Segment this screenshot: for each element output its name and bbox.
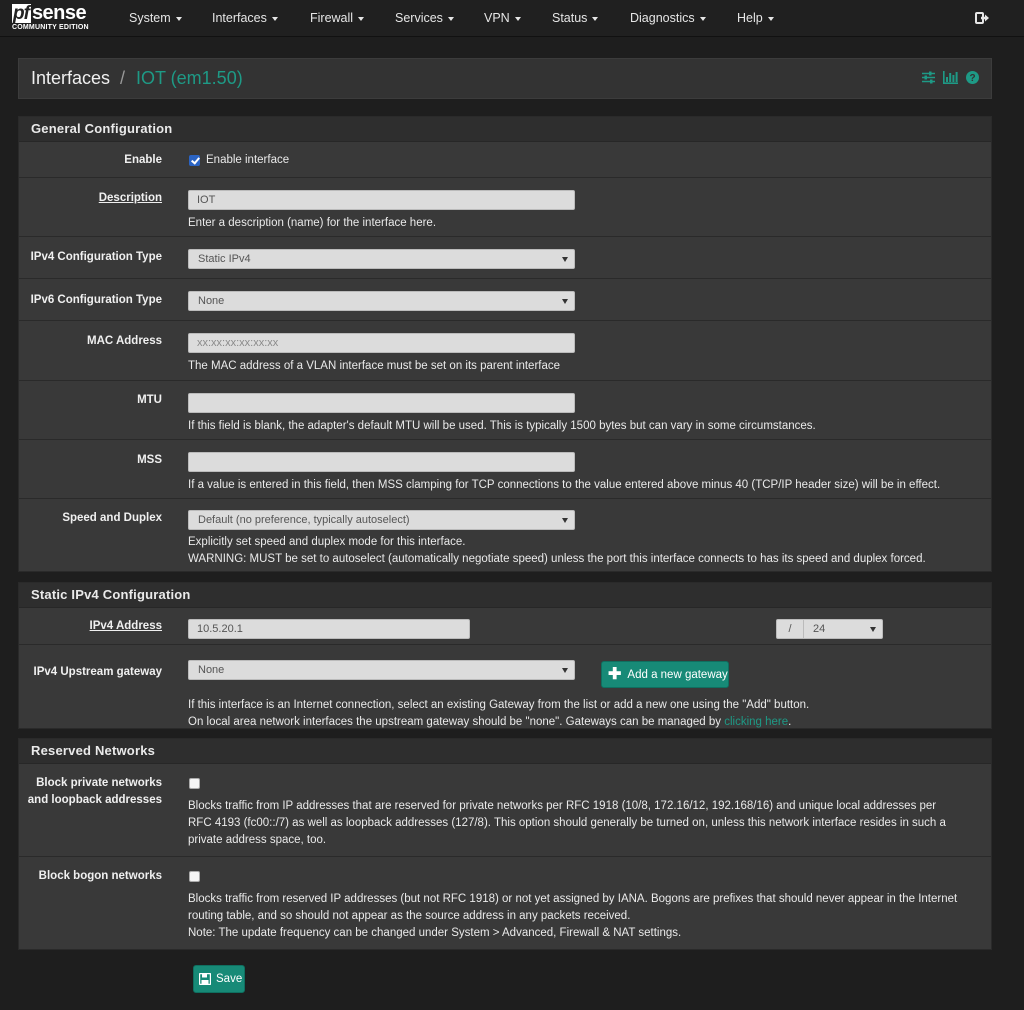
logo-sense-text: sense — [31, 2, 87, 24]
prefix-select[interactable] — [803, 619, 883, 639]
ipv6-type-select[interactable] — [188, 291, 575, 311]
help-icon[interactable] — [966, 71, 979, 84]
speed-duplex-warning: WARNING: MUST be set to autoselect (automatically negotiate speed) unless the port this interface connects to has its speed and duplex forced. — [188, 553, 926, 565]
prefix-slash: / — [776, 619, 804, 639]
description-label: Description — [98, 192, 162, 204]
chart-icon[interactable] — [943, 71, 958, 84]
enable-label: Enable — [124, 154, 162, 166]
ipv4-type-select[interactable] — [188, 249, 575, 269]
ipv4-type-value: Static IPv4 — [198, 253, 251, 265]
nav-services-label: Services — [395, 11, 443, 25]
reserved-networks-panel — [18, 738, 992, 950]
mtu-input[interactable] — [188, 393, 575, 413]
prefix-value: 24 — [813, 623, 826, 635]
add-gateway-button[interactable] — [601, 661, 729, 688]
mss-help: If a value is entered in this field, then MSS clamping for TCP connections to the value entered above minus 40 (TCP/IP header size) will be in effect. — [188, 479, 941, 491]
description-help: Enter a description (name) for the interface here. — [188, 217, 437, 229]
logo-pf-mark: pf — [13, 3, 29, 24]
ipv6-type-row — [19, 278, 991, 320]
save-button[interactable] — [193, 965, 245, 993]
gateway-help-2 — [188, 714, 988, 731]
block-private-help-3: private address space, too. — [188, 834, 327, 846]
top-navbar — [0, 0, 1024, 37]
ipv4-type-label: IPv4 Configuration Type — [30, 251, 162, 263]
mac-help: The MAC address of a VLAN interface must be set on its parent interface — [188, 360, 561, 372]
ipv4-gateway-row — [19, 644, 991, 730]
mtu-label: MTU — [137, 394, 162, 406]
nav-interfaces[interactable] — [212, 11, 278, 25]
nav-interfaces-label: Interfaces — [212, 11, 267, 25]
ipv6-type-value: None — [198, 295, 225, 307]
nav-vpn[interactable] — [484, 11, 521, 25]
block-private-help-2: RFC 4193 (fc00::/7) as well as loopback addresses (127/8). This option should generally be turned on, unless this network interface resides in such a — [188, 817, 946, 829]
breadcrumb-root[interactable]: Interfaces — [31, 68, 111, 88]
block-private-label — [28, 775, 162, 809]
ipv4-address-input[interactable]: 10.5.20.1 — [188, 619, 470, 639]
nav-help[interactable] — [737, 11, 774, 25]
chevron-down-icon — [448, 17, 454, 21]
pfsense-logo[interactable] — [12, 3, 104, 35]
chevron-down-icon — [592, 17, 598, 21]
static-ipv4-panel — [18, 582, 992, 729]
logo-edition: COMMUNITY EDITION — [12, 24, 89, 31]
nav-status[interactable] — [552, 11, 598, 25]
save-icon — [199, 973, 211, 985]
panel-title: Static IPv4 Configuration — [19, 583, 991, 608]
description-row — [19, 177, 991, 236]
block-bogon-help: Blocks traffic from reserved IP addresses (but not RFC 1918) or not yet assigned by IANA. Bogons are prefixes that should never appear in the Internet — [188, 893, 958, 905]
block-bogon-row — [19, 856, 991, 948]
breadcrumb-current[interactable]: IOT (em1.50) — [136, 68, 243, 88]
nav-vpn-label: VPN — [484, 11, 510, 25]
panel-title: Reserved Networks — [19, 739, 991, 764]
chevron-down-icon — [176, 17, 182, 21]
ipv4-address-label: IPv4 Address — [89, 620, 162, 632]
block-private-help: Blocks traffic from IP addresses that are reserved for private networks per RFC 1918 (10/8, 172.16/12, 192.168/16) and unique local addresses per — [188, 800, 937, 812]
speed-duplex-select[interactable] — [188, 510, 575, 530]
ipv4-gateway-label: IPv4 Upstream gateway — [33, 666, 162, 678]
chevron-down-icon — [562, 257, 568, 262]
gateways-link[interactable]: clicking here — [724, 716, 789, 728]
chevron-down-icon — [515, 17, 521, 21]
chevron-down-icon — [562, 518, 568, 523]
gateway-help-end: . — [788, 716, 792, 728]
nav-diagnostics[interactable] — [630, 11, 706, 25]
ipv4-gateway-value: None — [198, 664, 225, 676]
mac-input[interactable]: xx:xx:xx:xx:xx:xx — [188, 333, 575, 353]
description-input[interactable]: IOT — [188, 190, 575, 210]
nav-services[interactable] — [395, 11, 454, 25]
nav-status-label: Status — [552, 11, 588, 25]
ipv4-address-row — [19, 608, 991, 644]
panel-title: General Configuration — [19, 117, 991, 142]
block-private-row — [19, 764, 991, 856]
chevron-down-icon — [562, 299, 568, 304]
mss-input[interactable] — [188, 452, 575, 472]
breadcrumb-separator: / — [120, 68, 126, 88]
mss-row — [19, 439, 991, 498]
block-bogon-help-3: Note: The update frequency can be changed under System > Advanced, Firewall & NAT settings. — [188, 927, 682, 939]
mtu-row — [19, 380, 991, 439]
block-private-label-line1: Block private networks — [36, 777, 162, 789]
block-private-label-line2: and loopback addresses — [27, 794, 162, 806]
ipv4-gateway-select[interactable] — [188, 660, 575, 680]
mss-label: MSS — [137, 454, 162, 466]
nav-help-label: Help — [737, 11, 763, 25]
nav-firewall-label: Firewall — [310, 11, 354, 25]
logout-icon[interactable] — [975, 10, 991, 26]
block-bogon-checkbox[interactable] — [189, 871, 200, 882]
nav-system[interactable] — [129, 11, 182, 25]
nav-firewall[interactable] — [310, 11, 364, 25]
chevron-down-icon — [562, 668, 568, 673]
ipv6-type-label: IPv6 Configuration Type — [30, 294, 162, 306]
mac-label: MAC Address — [87, 335, 162, 347]
speed-duplex-label: Speed and Duplex — [62, 512, 162, 524]
gateway-help: If this interface is an Internet connection, select an existing Gateway from the list or add a new one using the "Add" button. — [188, 699, 810, 711]
breadcrumb — [18, 58, 992, 99]
chevron-down-icon — [272, 17, 278, 21]
mac-row — [19, 320, 991, 380]
speed-duplex-help: Explicitly set speed and duplex mode for this interface. — [188, 536, 466, 548]
block-bogon-label: Block bogon networks — [38, 870, 162, 882]
block-bogon-help-2: routing table, and so should not appear as the source address in any packets received. — [188, 910, 631, 922]
general-configuration-panel — [18, 116, 992, 572]
chevron-down-icon — [768, 17, 774, 21]
ipv4-type-row — [19, 236, 991, 278]
chevron-down-icon — [870, 627, 876, 632]
save-label: Save — [216, 973, 243, 985]
nav-system-label: System — [129, 11, 171, 25]
speed-duplex-row — [19, 498, 991, 571]
block-private-checkbox[interactable] — [189, 778, 200, 789]
nav-diagnostics-label: Diagnostics — [630, 11, 695, 25]
enable-row — [19, 142, 991, 177]
enable-checkbox[interactable] — [189, 155, 200, 166]
plus-icon: ✚ — [608, 665, 622, 683]
gateway-help-text: On local area network interfaces the upstream gateway should be "none". Gateways can be managed by — [188, 716, 725, 728]
enable-checkbox-label[interactable]: Enable interface — [206, 154, 290, 166]
sliders-icon[interactable] — [922, 71, 935, 84]
mtu-help: If this field is blank, the adapter's default MTU will be used. This is typically 1500 bytes but can vary in some circumstances. — [188, 420, 816, 432]
chevron-down-icon — [358, 17, 364, 21]
svg-text:?: ? — [969, 73, 976, 84]
add-gateway-label: Add a new gateway — [627, 668, 728, 681]
speed-duplex-value: Default (no preference, typically autoselect) — [198, 514, 410, 526]
chevron-down-icon — [700, 17, 706, 21]
